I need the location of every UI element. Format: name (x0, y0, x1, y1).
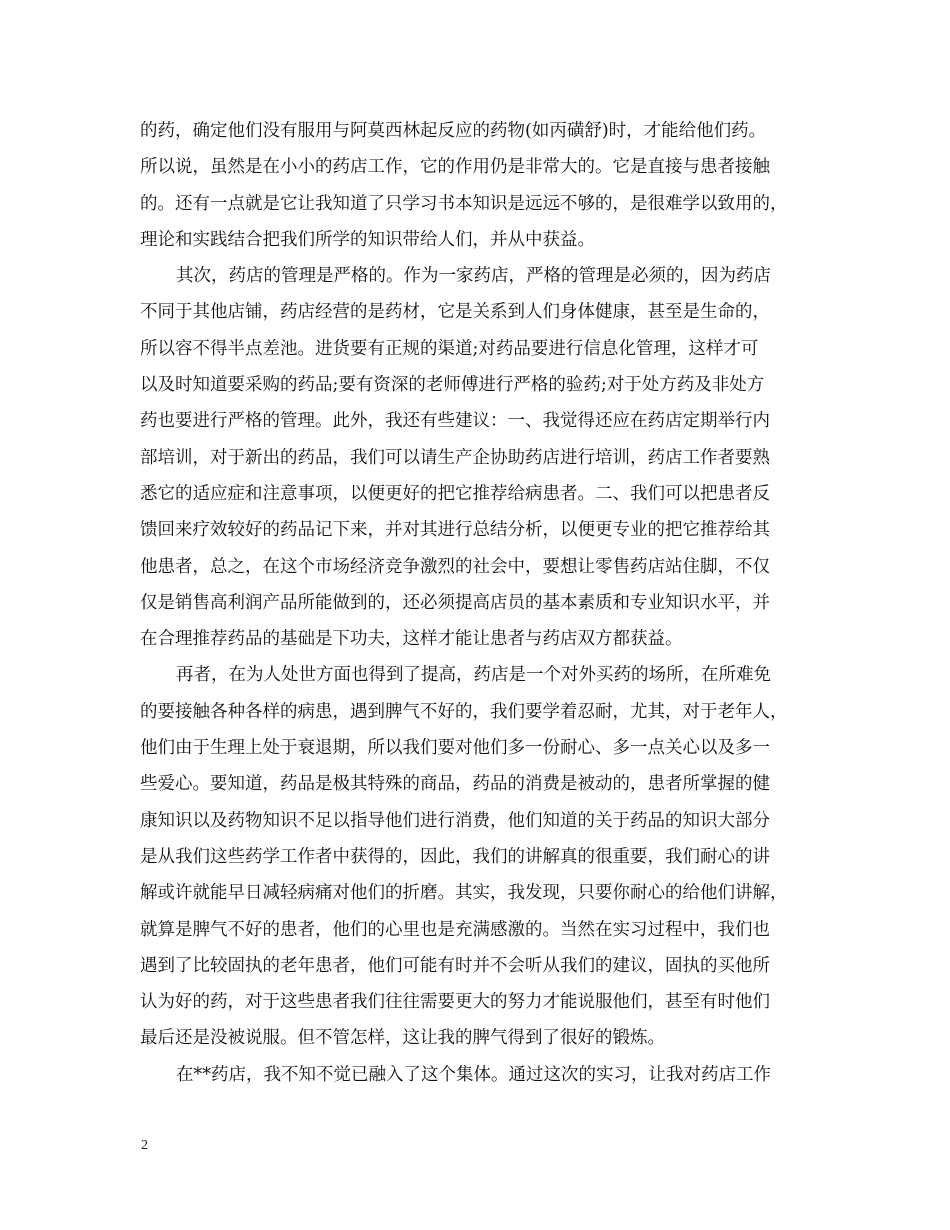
text-line: 就算是脾气不好的患者，他们的心里也是充满感激的。当然在实习过程中，我们也 (140, 919, 770, 940)
text-line: 他患者，总之，在这个市场经济竞争激烈的社会中，要想让零售药店站住脚，不仅 (140, 556, 770, 577)
text-line: 最后还是没被说服。但不管怎样，这让我的脾气得到了很好的锻炼。 (140, 1028, 665, 1049)
paragraph-start-line: 在**药店，我不知不觉已融入了这个集体。通过这次的实习，让我对药店工作 (176, 1064, 771, 1085)
text-line: 不同于其他店铺，药店经营的是药材，它是关系到人们身体健康，甚至是生命的， (140, 302, 770, 323)
text-line: 是从我们这些药学工作者中获得的，因此，我们的讲解真的很重要，我们耐心的讲 (140, 846, 770, 867)
text-line: 遇到了比较固执的老年患者，他们可能有时并不会听从我们的建议，固执的买他所 (140, 955, 770, 976)
text-line: 所以容不得半点差池。进货要有正规的渠道;对药品要进行信息化管理，这样才可 (140, 338, 759, 359)
text-line: 的要接触各种各样的病患，遇到脾气不好的，我们要学着忍耐，尤其，对于老年人， (140, 701, 788, 722)
text-line: 的药，确定他们没有服用与阿莫西林起反应的药物(如丙磺舒)时，才能给他们药。 (140, 121, 767, 141)
text-line: 药也要进行严格的管理。此外，我还有些建议：一、我觉得还应在药店定期举行内 (140, 411, 770, 432)
text-line: 解或许就能早日减轻病痛对他们的折磨。其实，我发现，只要你耐心的给他们讲解， (140, 883, 788, 904)
body-text (140, 113, 820, 1093)
text-line: 认为好的药，对于这些患者我们往往需要更大的努力才能说服他们，甚至有时他们 (140, 992, 770, 1013)
text-line: 以及时知道要采购的药品;要有资深的老师傅进行严格的验药;对于处方药及非处方 (140, 375, 765, 396)
text-line: 的。还有一点就是它让我知道了只学习书本知识是远远不够的，是很难学以致用的， (140, 193, 788, 214)
text-line: 部培训，对于新出的药品，我们可以请生产企协助药店进行培训，药店工作者要熟 (140, 447, 770, 468)
text-line: 悉它的适应症和注意事项，以便更好的把它推荐给病患者。二、我们可以把患者反 (140, 483, 770, 504)
text-line: 理论和实践结合把我们所学的知识带给人们，并从中获益。 (140, 229, 595, 250)
paragraph-start-line: 再者，在为人处世方面也得到了提高，药店是一个对外买药的场所，在所难免 (176, 665, 771, 686)
text-line: 他们由于生理上处于衰退期，所以我们要对他们多一份耐心、多一点关心以及多一 (140, 738, 770, 759)
text-line: 仅是销售高利润产品所能做到的，还必须提高店员的基本素质和专业知识水平，并 (140, 592, 770, 613)
text-line: 些爱心。要知道，药品是极其特殊的商品，药品的消费是被动的，患者所掌握的健 (140, 774, 770, 795)
text-line: 康知识以及药物知识不足以指导他们进行消费，他们知道的关于药品的知识大部分 (140, 810, 770, 831)
text-line: 在合理推荐药品的基础是下功夫，这样才能让患者与药店双方都获益。 (140, 629, 683, 650)
text-line: 馈回来疗效较好的药品记下来，并对其进行总结分析，以便更专业的把它推荐给其 (140, 520, 770, 541)
page-number: 2 (141, 1138, 148, 1153)
paragraph-start-line: 其次，药店的管理是严格的。作为一家药店，严格的管理是必须的，因为药店 (176, 266, 771, 287)
text-line: 所以说，虽然是在小小的药店工作，它的作用仍是非常大的。它是直接与患者接触 (140, 157, 770, 178)
